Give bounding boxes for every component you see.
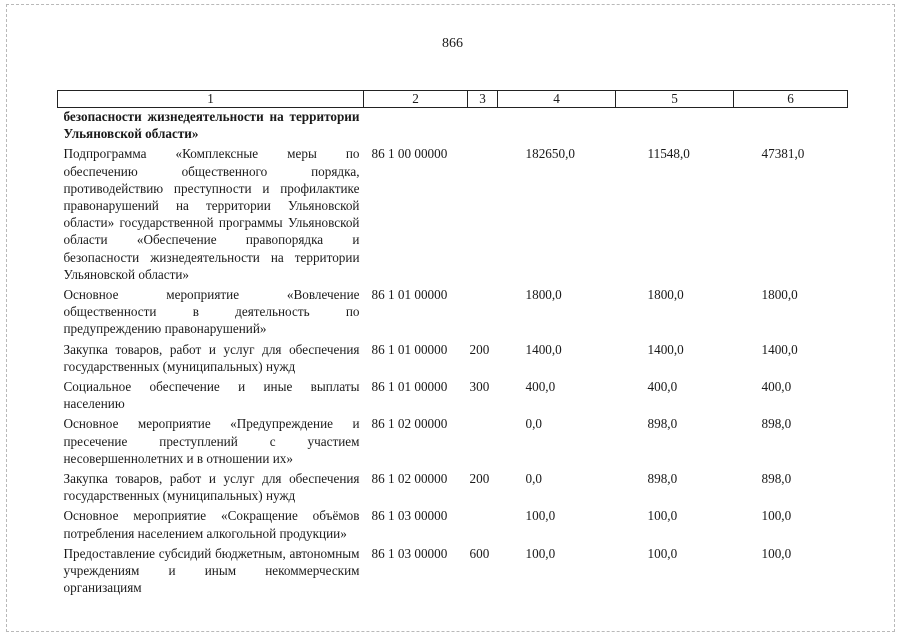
- row-name: Закупка товаров, работ и услуг для обеспечения государственных (муниципальных) нужд: [63, 341, 360, 374]
- row-name: Основное мероприятие «Сокращение объёмов потребления населением алкогольной продукции»: [63, 508, 360, 541]
- row-value-col4: [498, 108, 616, 143]
- row-value-col5: 1400,0: [647, 341, 684, 357]
- row-value-col4: 1800,0: [525, 287, 562, 303]
- row-value-col4: 100,0: [525, 545, 556, 561]
- row-code: [364, 108, 468, 143]
- column-header: 5: [616, 91, 734, 108]
- table-row: [58, 283, 848, 338]
- table-row: [58, 338, 848, 375]
- column-header: 1: [58, 91, 364, 108]
- row-value-col5: 1800,0: [647, 287, 684, 303]
- row-code: 86 1 01 00000: [371, 379, 448, 395]
- table-row: [58, 542, 848, 597]
- table-row: [58, 142, 848, 283]
- row-code: 86 1 00 00000: [371, 146, 448, 162]
- row-value-col4: 182650,0: [525, 146, 575, 162]
- column-header: 2: [364, 91, 468, 108]
- row-value-col4: 100,0: [525, 508, 556, 524]
- table-row: [58, 467, 848, 504]
- row-name: Подпрограмма «Комплексные меры по обеспечению общественного порядка, противодействию преступности и профилактике правонарушений на территории Ульяновской области» государственной программы Ульяновской области «Обеспечение правопорядка и безопасности жизнедеятельности на территории Ульяновской области»: [63, 146, 360, 282]
- row-code: 86 1 02 00000: [371, 471, 448, 487]
- page-number: 866: [442, 36, 463, 51]
- table-row: [58, 375, 848, 412]
- row-expense-type: 300: [469, 379, 490, 395]
- row-name: Социальное обеспечение и иные выплаты населению: [63, 379, 360, 412]
- row-value-col4: 1400,0: [525, 341, 562, 357]
- row-code: 86 1 03 00000: [371, 508, 448, 524]
- row-name: Основное мероприятие «Вовлечение общественности в деятельность по предупреждению правонарушений»: [63, 287, 360, 337]
- row-expense-type: 600: [469, 545, 490, 561]
- row-expense-type: [468, 283, 498, 338]
- row-name: Закупка товаров, работ и услуг для обеспечения государственных (муниципальных) нужд: [63, 471, 360, 504]
- table-row: [58, 504, 848, 541]
- row-value-col5: 898,0: [647, 471, 678, 487]
- column-header: 3: [468, 91, 498, 108]
- row-name: Предоставление субсидий бюджетным, автономным учреждениям и иным некоммерческим организациям: [63, 545, 360, 596]
- row-name: Основное мероприятие «Предупреждение и пресечение преступлений с участием несовершеннолетних и в отношении их»: [63, 416, 360, 466]
- row-value-col5: 100,0: [647, 545, 678, 561]
- budget-table: [57, 90, 848, 596]
- table-row: [58, 108, 848, 143]
- row-value-col6: 1400,0: [761, 341, 798, 357]
- row-value-col5: 100,0: [647, 508, 678, 524]
- row-expense-type: [468, 412, 498, 467]
- row-code: 86 1 03 00000: [371, 545, 448, 561]
- row-value-col4: 400,0: [525, 379, 556, 395]
- row-value-col4: 0,0: [525, 471, 542, 487]
- row-value-col6: 47381,0: [761, 146, 805, 162]
- row-value-col6: 898,0: [761, 416, 792, 432]
- row-value-col6: 1800,0: [761, 287, 798, 303]
- row-expense-type: [468, 142, 498, 283]
- column-header: 4: [498, 91, 616, 108]
- row-value-col6: 400,0: [761, 379, 792, 395]
- row-value-col4: 0,0: [525, 416, 542, 432]
- row-code: 86 1 01 00000: [371, 341, 448, 357]
- row-value-col6: 100,0: [761, 545, 792, 561]
- row-code: 86 1 02 00000: [371, 416, 448, 432]
- row-expense-type: [468, 108, 498, 143]
- row-expense-type: 200: [469, 471, 490, 487]
- row-value-col6: 100,0: [761, 508, 792, 524]
- row-expense-type: [468, 504, 498, 541]
- row-value-col5: 11548,0: [647, 146, 690, 162]
- column-header: 6: [734, 91, 848, 108]
- row-expense-type: 200: [469, 341, 490, 357]
- header-row: [58, 91, 848, 108]
- row-code: 86 1 01 00000: [371, 287, 448, 303]
- row-value-col5: 898,0: [647, 416, 678, 432]
- row-value-col5: [616, 108, 734, 143]
- row-value-col6: 898,0: [761, 471, 792, 487]
- row-value-col6: [734, 108, 848, 143]
- table-row: [58, 412, 848, 467]
- row-name: безопасности жизнедеятельности на территории Ульяновской области»: [63, 109, 360, 142]
- row-value-col5: 400,0: [647, 379, 678, 395]
